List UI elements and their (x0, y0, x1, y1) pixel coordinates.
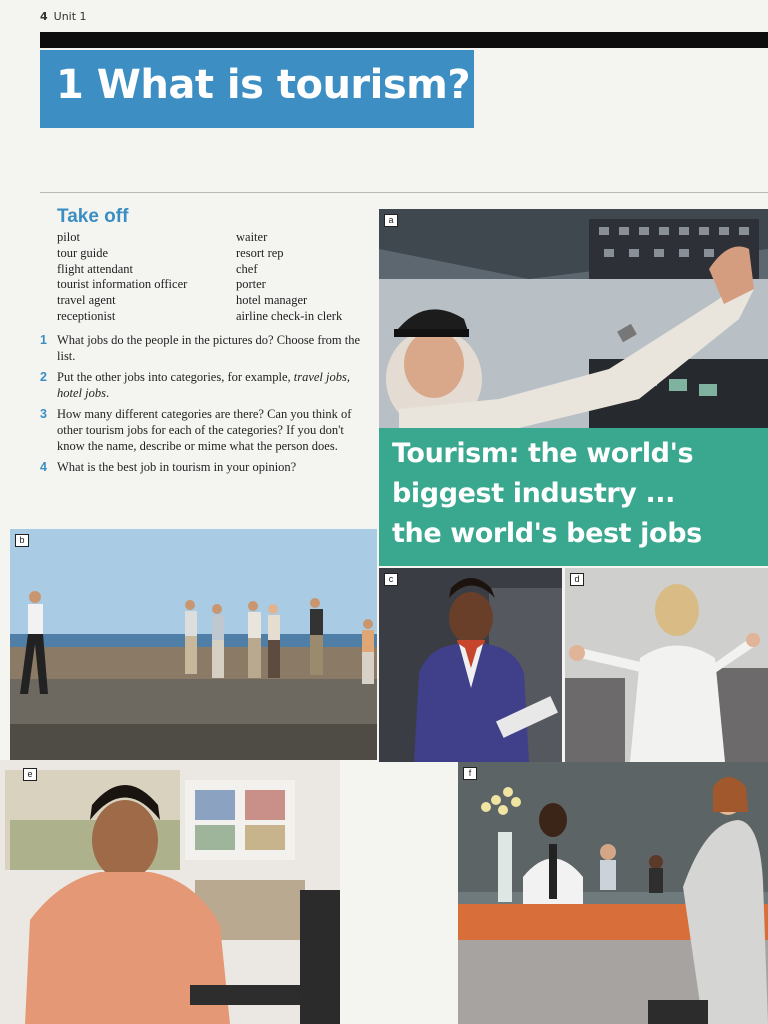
take-off-heading: Take off (57, 206, 129, 227)
word-list-column-2 (236, 230, 342, 325)
top-rule (40, 32, 768, 48)
flight-attendant-image (379, 568, 562, 762)
banner-line-2: biggest industry ... (392, 478, 676, 509)
question-number: 3 (40, 407, 47, 422)
divider (40, 192, 768, 193)
question-text: What jobs do the people in the pictures do? Choose from the list. (57, 333, 361, 363)
photo-flight-attendant (379, 568, 562, 762)
headline-banner (379, 428, 768, 566)
question-text-end: . (105, 385, 110, 400)
question-item (40, 407, 370, 454)
word-item: resort rep (236, 245, 284, 260)
question-number: 4 (40, 460, 47, 475)
tour-group-image (10, 529, 377, 760)
photo-label: c (384, 573, 398, 586)
word-list-column-1 (57, 230, 187, 325)
pilot-cockpit-image (379, 209, 768, 428)
question-text: Put the other jobs into categories, for example, (57, 370, 294, 385)
photo-label: f (463, 767, 477, 780)
word-item: pilot (57, 230, 80, 244)
word-item: airline check-in clerk (236, 308, 343, 323)
banner-line-3: the world's best jobs (392, 518, 702, 549)
word-item: flight attendant (57, 261, 134, 276)
word-item: porter (236, 277, 266, 292)
word-item: receptionist (57, 308, 116, 323)
photo-label: b (15, 534, 29, 547)
hotel-reception-image (458, 762, 768, 1024)
page-title: 1 What is tourism? (56, 62, 471, 108)
unit-label: Unit 1 (53, 10, 87, 23)
photo-label: d (570, 573, 584, 586)
question-item (40, 460, 370, 476)
question-number: 2 (40, 370, 47, 385)
question-item (40, 370, 370, 401)
photo-hotel-reception (458, 762, 768, 1024)
question-item (40, 333, 370, 364)
word-item: tour guide (57, 245, 109, 260)
question-text: How many different categories are there? Can you think of other tourism jobs for each of the categories? If you don't know the name, describe or mime what the person does. (57, 407, 352, 453)
title-box (40, 50, 474, 128)
question-text: What is the best job in tourism in your opinion? (57, 460, 297, 475)
cabin-crew-image (565, 568, 768, 762)
question-number: 1 (40, 333, 47, 347)
photo-label: e (23, 768, 37, 781)
word-item: tourist information officer (57, 277, 188, 292)
word-item: hotel manager (236, 293, 308, 308)
travel-agent-image (0, 760, 340, 1024)
page-header (40, 10, 87, 23)
banner-line-1: Tourism: the world's (392, 438, 694, 469)
photo-pilot (379, 209, 768, 428)
photo-tour-guide (10, 529, 377, 760)
word-item: travel agent (57, 293, 116, 308)
photo-travel-agent (0, 760, 340, 1024)
photo-label: a (384, 214, 398, 227)
questions-list (40, 333, 370, 482)
question-example: travel jobs, hotel jobs (57, 370, 350, 400)
word-item: chef (236, 261, 258, 276)
word-item: waiter (236, 230, 268, 244)
photo-cabin-crew (565, 568, 768, 762)
page-number: 4 (40, 10, 48, 23)
